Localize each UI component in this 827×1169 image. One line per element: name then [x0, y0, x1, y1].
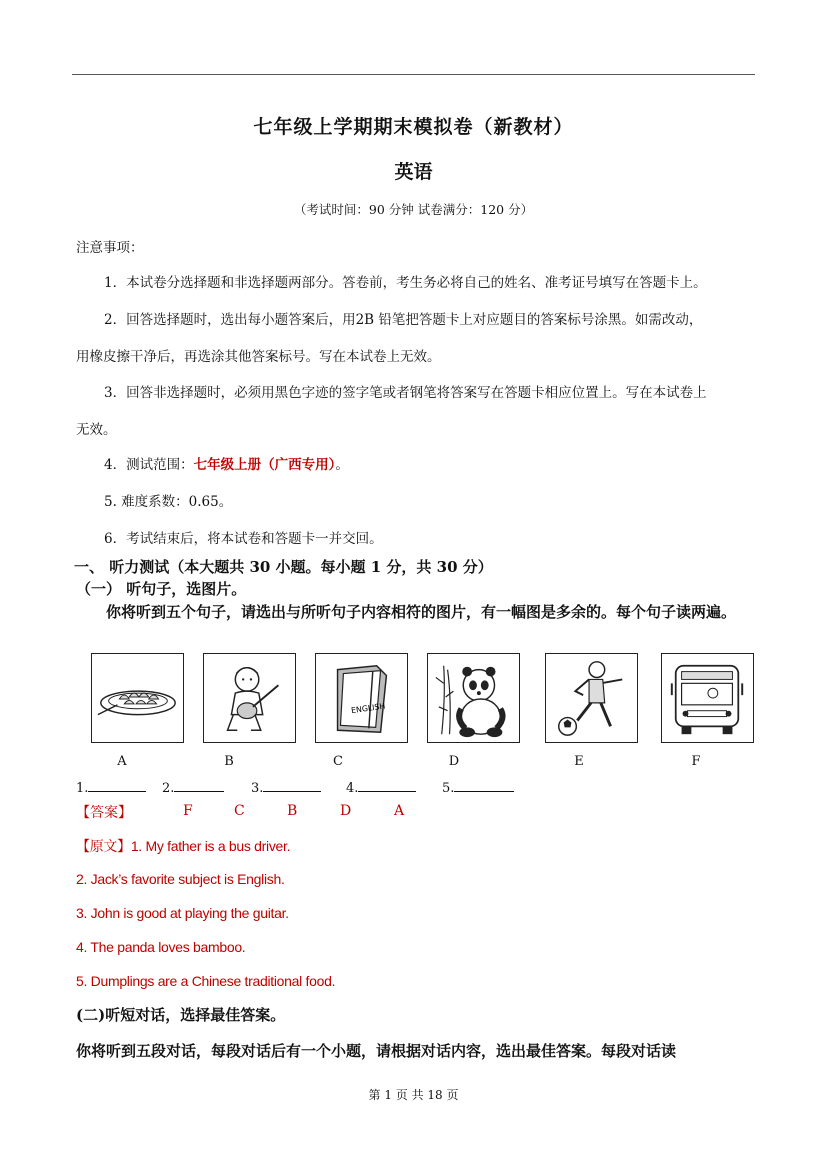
note-item: 2．回答选择题时，选出每小题答案后，用2B 铅笔把答题卡上对应题目的答案标号涂黑。如需改动，	[104, 312, 703, 328]
note-item: 6．考试结束后，将本试卷和答题卡一并交回。	[104, 531, 383, 547]
script-line	[76, 836, 290, 856]
blank-number: 3.	[251, 781, 264, 796]
answer-blank	[346, 778, 416, 796]
answer-value: D	[340, 803, 352, 819]
answer-blank	[76, 778, 146, 796]
page-title: 七年级上学期期末模拟卷（新教材）	[253, 116, 574, 138]
picture-b	[203, 653, 296, 743]
note-item-scope	[104, 453, 349, 473]
soccer-player-icon	[546, 654, 637, 742]
script-line: 3. John is good at playing the guitar.	[76, 905, 289, 921]
picture-label: C	[333, 754, 343, 769]
blank-number: 2.	[162, 781, 175, 796]
picture-c	[315, 653, 408, 743]
part1-title: （一） 听句子，选图片。	[76, 580, 247, 598]
dumplings-icon	[92, 654, 183, 742]
scope-suffix: 。	[335, 457, 349, 473]
picture-label: A	[117, 754, 127, 769]
picture-e	[545, 653, 638, 743]
picture-label: B	[224, 754, 234, 769]
section-title: 一、 听力测试（本大题共 30 小题。每小题 1 分，共 30 分）	[74, 558, 493, 576]
blank-number: 5.	[442, 781, 455, 796]
blank-number: 1.	[76, 781, 89, 796]
script-line: 4. The panda loves bamboo.	[76, 939, 246, 955]
bus-icon	[662, 654, 753, 742]
answer-label: 【答案】	[76, 805, 132, 821]
script-text: 1. My father is a bus driver.	[130, 838, 291, 854]
answer-value: C	[234, 803, 245, 819]
picture-a	[91, 653, 184, 743]
scope-value: 七年级上册（广西专用）	[193, 457, 336, 473]
note-item: 无效。	[76, 422, 117, 438]
header-rule	[72, 74, 755, 75]
answer-value: A	[394, 803, 405, 819]
boy-guitar-icon	[204, 654, 295, 742]
english-book-icon	[316, 654, 407, 742]
picture-label: F	[691, 754, 701, 769]
script-label: 【原文】	[76, 839, 131, 855]
answer-blank	[442, 778, 514, 796]
script-line: 5. Dumplings are a Chinese traditional food.	[76, 973, 336, 989]
picture-label: E	[574, 754, 584, 769]
panda-bamboo-icon	[428, 654, 519, 742]
part2-instruction: 你将听到五段对话，每段对话后有一个小题，请根据对话内容，选出最佳答案。每段对话读	[76, 1042, 677, 1060]
note-item: 3．回答非选择题时，必须用黑色字迹的签字笔或者钢笔将答案写在答题卡相应位置上。写在本试卷上	[104, 385, 707, 401]
picture-f	[661, 653, 754, 743]
page-footer: 第 1 页 共 18 页	[368, 1088, 459, 1102]
note-item: 5. 难度系数：0.65。	[104, 494, 233, 510]
answer-value: F	[183, 803, 193, 819]
blank-number: 4.	[346, 781, 359, 796]
svg-text:ENGLISH: ENGLISH	[350, 701, 386, 716]
answer-value: B	[287, 803, 298, 819]
answer-blank	[251, 778, 321, 796]
picture-label: D	[448, 754, 460, 769]
exam-info: （考试时间：90 分钟 试卷满分：120 分）	[293, 202, 534, 217]
notes-title: 注意事项：	[76, 240, 144, 256]
part2-title: (二)听短对话，选择最佳答案。	[76, 1006, 286, 1024]
subject-title: 英语	[394, 161, 433, 183]
script-line: 2. Jack’s favorite subject is English.	[76, 871, 285, 887]
scope-prefix: 4．测试范围：	[104, 457, 194, 473]
answer-blank	[162, 778, 224, 796]
part1-instruction: 你将听到五个句子，请选出与所听句子内容相符的图片，有一幅图是多余的。每个句子读两遍。	[106, 603, 737, 621]
note-item: 1．本试卷分选择题和非选择题两部分。答卷前，考生务必将自己的姓名、准考证号填写在答题卡上。	[104, 275, 707, 291]
note-item: 用橡皮擦干净后，再选涂其他答案标号。写在本试卷上无效。	[76, 349, 441, 365]
picture-d	[427, 653, 520, 743]
